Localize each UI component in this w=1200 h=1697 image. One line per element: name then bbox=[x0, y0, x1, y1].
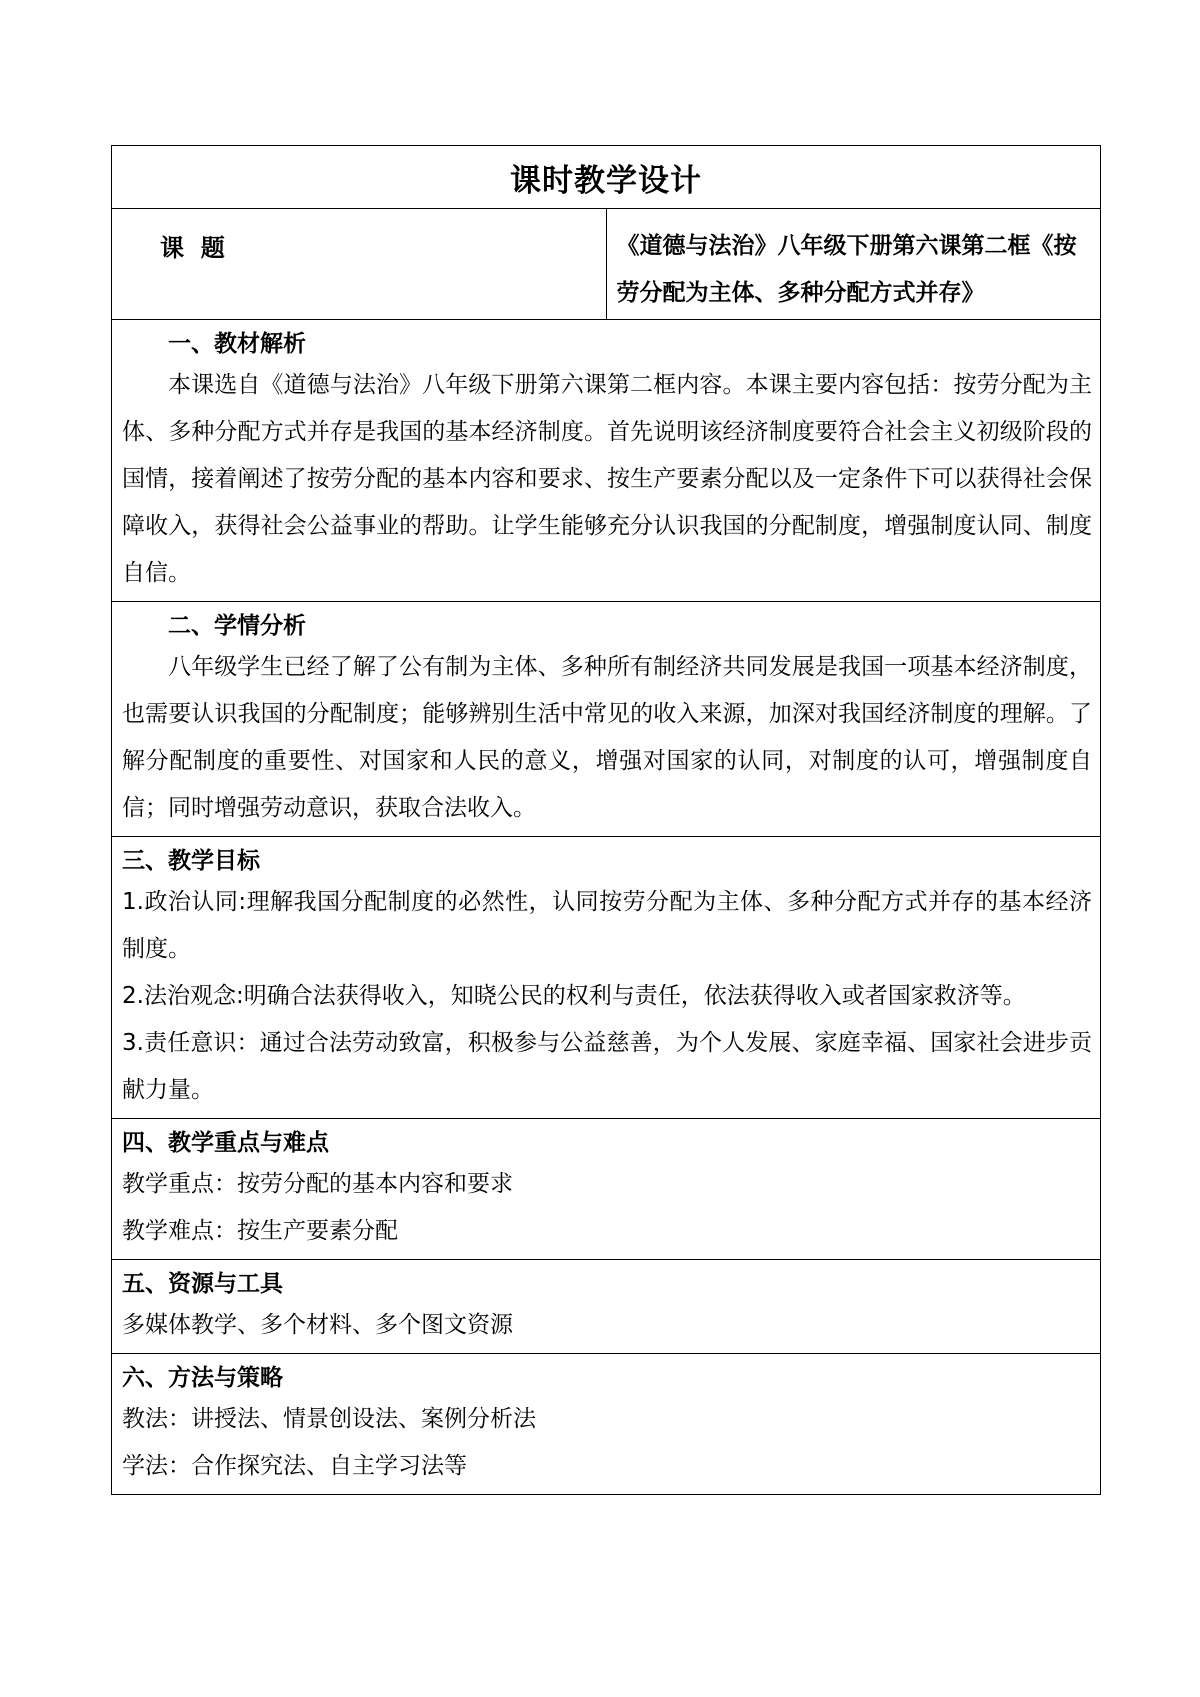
objective-item: 2.法治观念:明确合法获得收入，知晓公民的权利与责任，依法获得收入或者国家救济等。 bbox=[122, 983, 1026, 1009]
title-row bbox=[112, 146, 1101, 209]
resources-body: 多媒体教学、多个材料、多个图文资源 bbox=[122, 1312, 513, 1338]
section5-cell bbox=[112, 1260, 1101, 1354]
objective-item: 1.政治认同:理解我国分配制度的必然性，认同按劳分配为主体、多种分配方式并存的基本经济制度。 bbox=[122, 889, 1092, 962]
section1-body: 本课选自《道德与法治》八年级下册第六课第二框内容。本课主要内容包括：按劳分配为主体、多种分配方式并存是我国的基本经济制度。首先说明该经济制度要符合社会主义初级阶段的国情，接着阐述了按劳分配的基本内容和要求、按生产要素分配以及一定条件下可以获得社会保障收入，获得社会公益事业的帮助。让学生能够充分认识我国的分配制度，增强制度认同、制度自信。 bbox=[122, 372, 1092, 586]
section-methods-strategies bbox=[112, 1354, 1101, 1495]
section-textbook-analysis bbox=[112, 320, 1101, 602]
section4-cell bbox=[112, 1119, 1101, 1260]
section-student-analysis bbox=[112, 602, 1101, 837]
teaching-method: 教法：讲授法、情景创设法、案例分析法 bbox=[122, 1406, 536, 1432]
section5-heading: 五、资源与工具 bbox=[122, 1271, 283, 1297]
section2-heading: 二、学情分析 bbox=[168, 613, 306, 639]
section1-cell bbox=[112, 320, 1101, 602]
difficult-point: 教学难点：按生产要素分配 bbox=[122, 1218, 398, 1244]
learning-method: 学法：合作探究法、自主学习法等 bbox=[122, 1453, 467, 1479]
objective-item: 3.责任意识：通过合法劳动致富，积极参与公益慈善，为个人发展、家庭幸福、国家社会进步贡献力量。 bbox=[122, 1030, 1092, 1103]
topic-label-cell bbox=[112, 209, 607, 320]
section6-heading: 六、方法与策略 bbox=[122, 1365, 283, 1391]
section1-heading: 一、教材解析 bbox=[168, 331, 306, 357]
section-key-difficult-points bbox=[112, 1119, 1101, 1260]
section-teaching-objectives bbox=[112, 837, 1101, 1119]
section2-cell bbox=[112, 602, 1101, 837]
lesson-design-table bbox=[111, 145, 1101, 1495]
section-resources-tools bbox=[112, 1260, 1101, 1354]
topic-value: 《道德与法治》八年级下册第六课第二框《按劳分配为主体、多种分配方式并存》 bbox=[606, 209, 1101, 320]
section2-body: 八年级学生已经了解了公有制为主体、多种所有制经济共同发展是我国一项基本经济制度，也需要认识我国的分配制度；能够辨别生活中常见的收入来源，加深对我国经济制度的理解。了解分配制度的重要性、对国家和人民的意义，增强对国家的认同，对制度的认可，增强制度自信；同时增强劳动意识，获取合法收入。 bbox=[122, 654, 1092, 821]
section3-cell bbox=[112, 837, 1101, 1119]
topic-label: 课 题 bbox=[160, 234, 225, 262]
document-title: 课时教学设计 bbox=[112, 146, 1101, 209]
section4-heading: 四、教学重点与难点 bbox=[122, 1130, 329, 1156]
key-point: 教学重点：按劳分配的基本内容和要求 bbox=[122, 1171, 513, 1197]
section3-heading: 三、教学目标 bbox=[122, 848, 260, 874]
section6-cell bbox=[112, 1354, 1101, 1495]
topic-row bbox=[112, 209, 1101, 320]
